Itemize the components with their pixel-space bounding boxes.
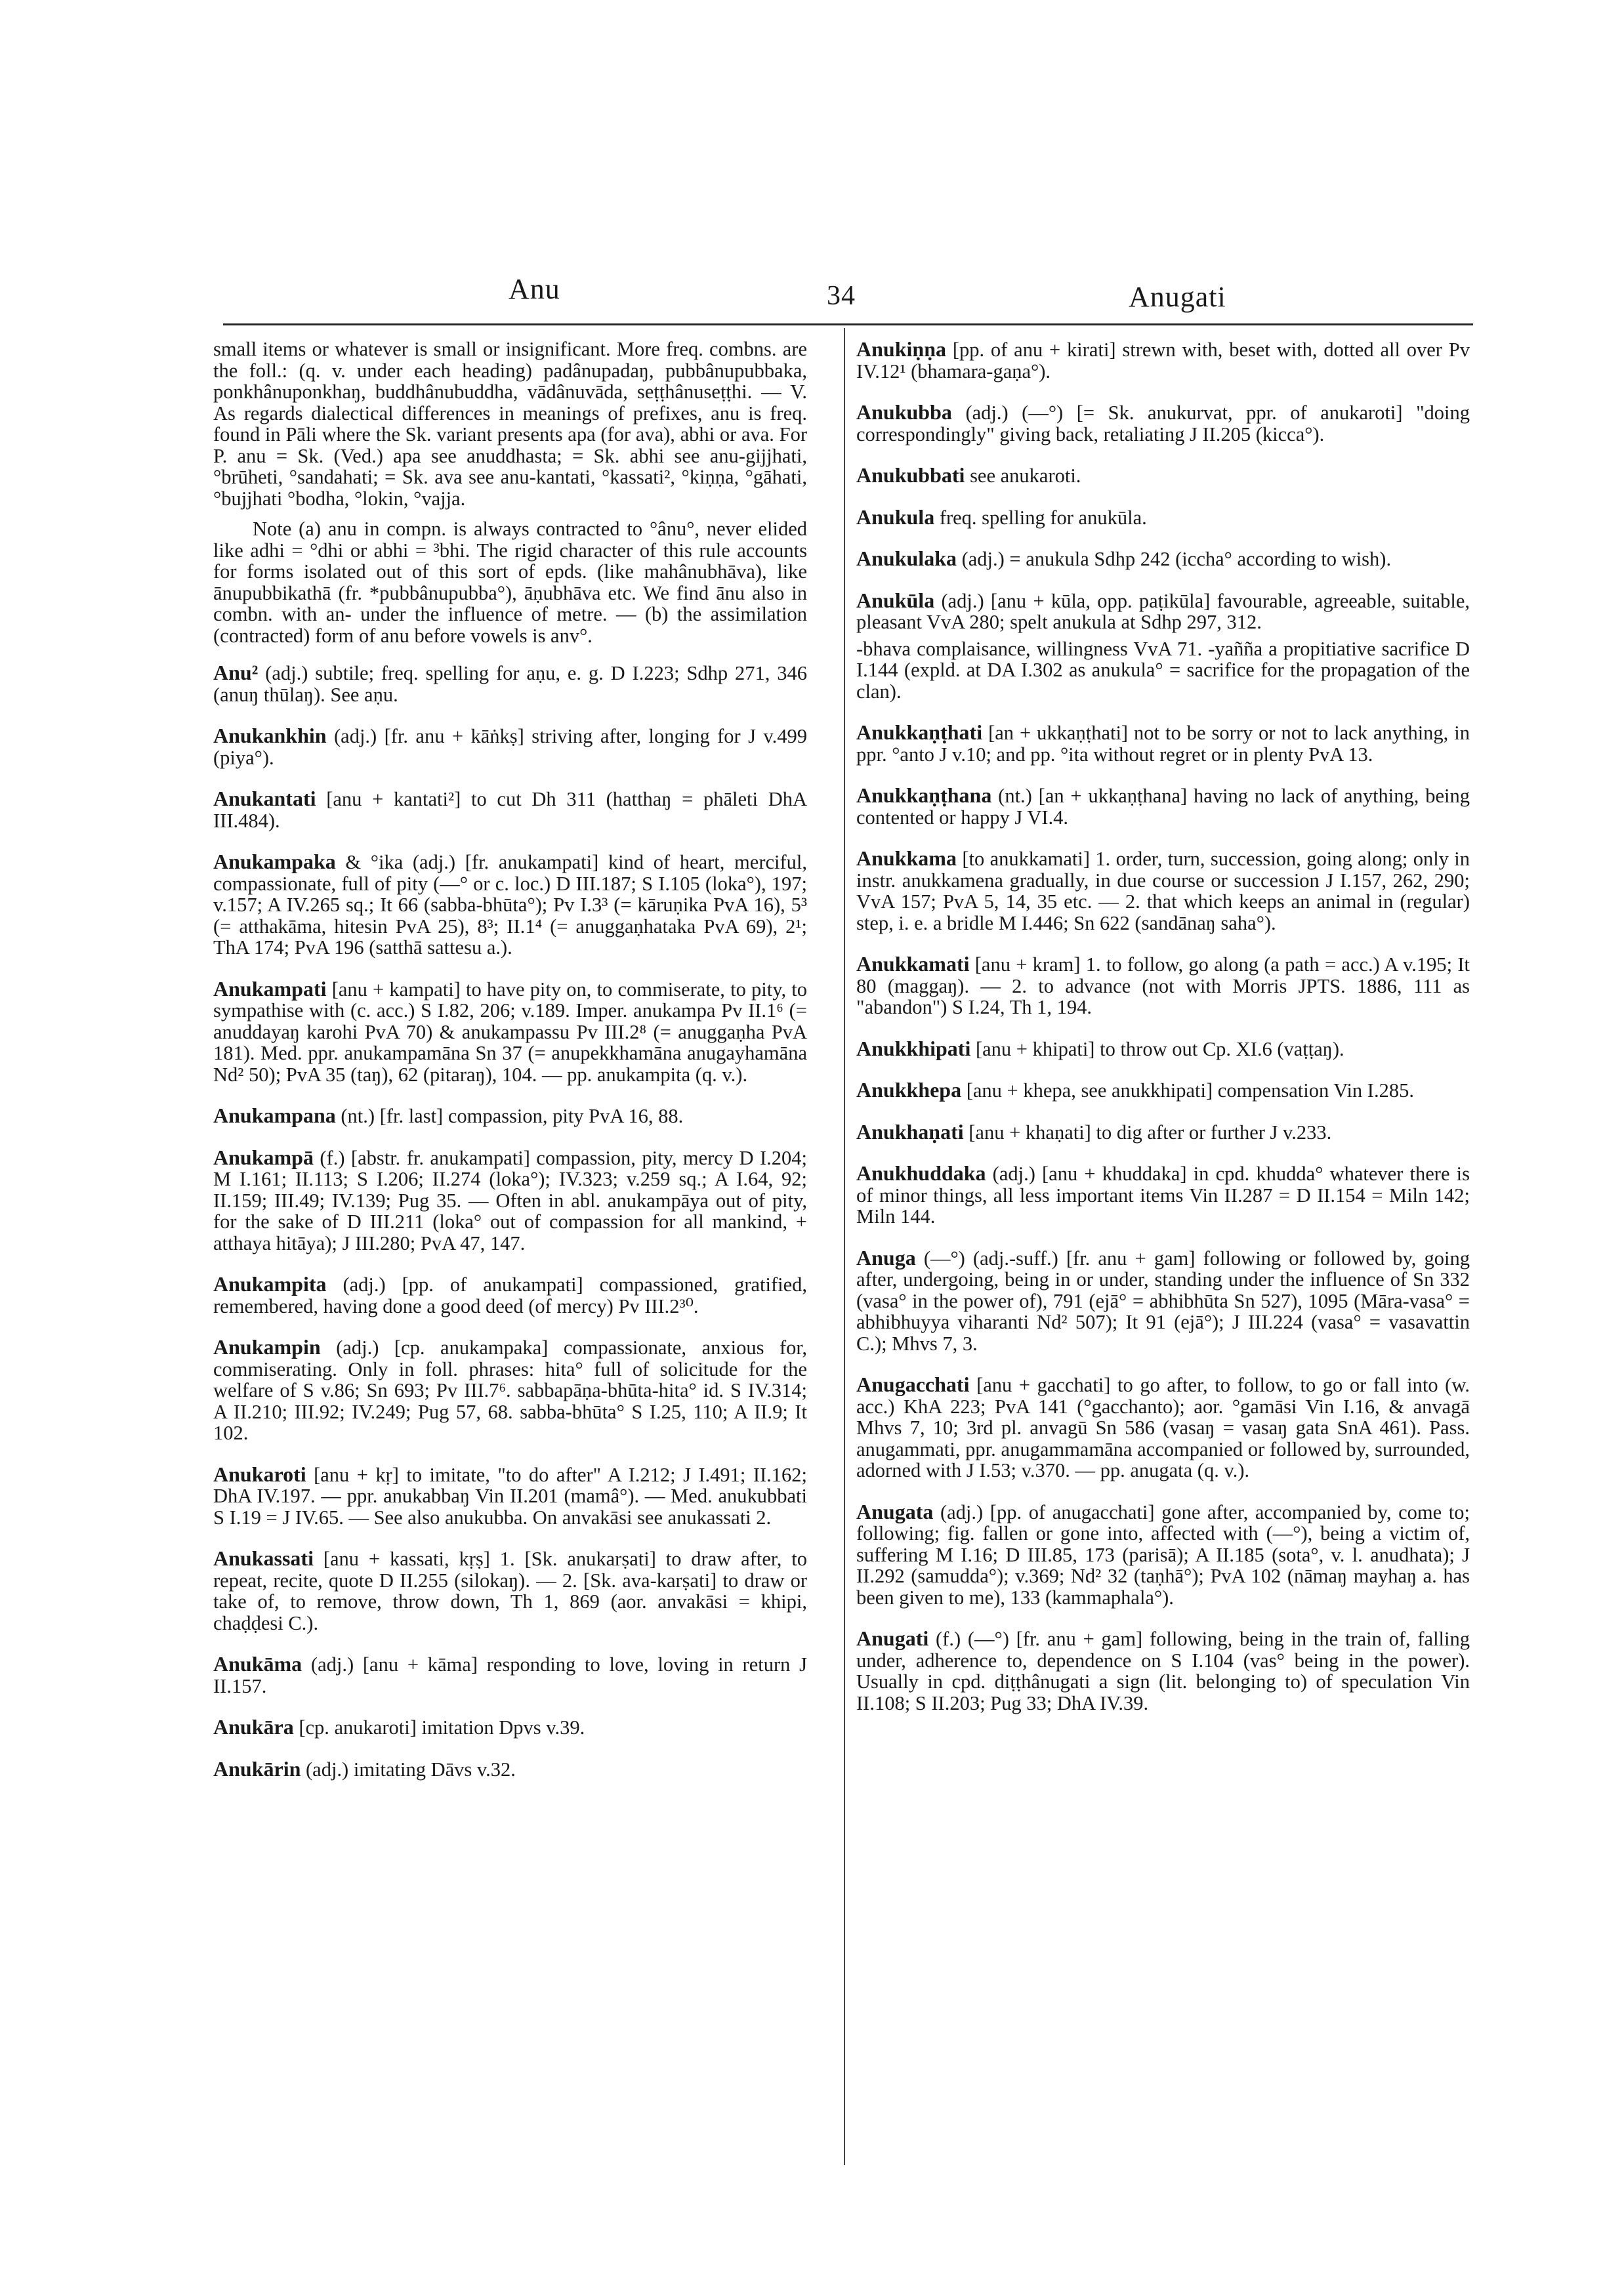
entry-headword: Anukaroti	[213, 1462, 306, 1486]
header-right-guide-word: Anugati	[1129, 281, 1226, 313]
entry-headword: Anukampana	[213, 1104, 336, 1127]
column-divider	[844, 328, 845, 2165]
dictionary-entry	[213, 662, 807, 705]
entry-headword: Anugati	[856, 1626, 929, 1650]
header-left-guide-word: Anu	[509, 273, 560, 305]
dictionary-entry	[856, 507, 1470, 529]
entry-headword: Anukkaṇṭhati	[856, 720, 983, 744]
entry-text: [anu + kram] 1. to follow, go along (a path = acc.) A v.195; It 80 (maggaŋ). — 2. to advance (not with Morris JPTS. 1886, 111 as "abandon") S I.24, Th 1, 194.	[856, 953, 1470, 1018]
entry-text: (adj.) [anu + kūla, opp. paṭikūla] favourable, agreeable, suitable, pleasant VvA 280; spelt anukula at Sdhp 297, 312.	[856, 589, 1470, 633]
entry-text: -bhava complaisance, willingness VvA 71. -yañña a propitiative sacrifice D I.144 (expld. at DA I.302 as anukula° = sacrifice for the propagation of the clan).	[856, 637, 1470, 703]
entry-text: (f.) [abstr. fr. anukampati] compassion, pity, mercy D I.204; M I.161; II.113; S I.206; II.274 (loka°); IV.323; v.259 sq.; A I.64, 92; II.159; III.49; IV.139; Pug 35. — Often in abl. anukampāya out of pity, for the sake of D III.211 (loka° out of compassion for all mankind, + atthaya hitāya); J III.280; PvA 47, 147.	[213, 1146, 807, 1254]
entry-text: [anu + khepa, see anukkhipati] compensation Vin I.285.	[966, 1079, 1414, 1102]
entry-text: (adj.) [anu + khuddaka] in cpd. khudda° whatever there is of minor things, all less important items Vin II.287 = D II.154 = Miln 142; Miln 144.	[856, 1163, 1470, 1228]
entry-headword: Anukassati	[213, 1546, 314, 1570]
entry-headword: Anukhaṇati	[856, 1119, 964, 1144]
entry-text: (adj.) [pp. of anukampati] compassioned, gratified, remembered, having done a good deed (of mercy) Pv III.2³⁰.	[213, 1273, 807, 1317]
entry-text: (adj.) = anukula Sdhp 242 (iccha° according to wish).	[961, 548, 1392, 570]
entry-text: [anu + gacchati] to go after, to follow, to go or fall into (w. acc.) KhA 223; PvA 141 (°gacchanto); aor. °gamāsi Vin I.16, & anvagā Mhvs 7, 10; 3rd pl. anvagū Sn 586 (vasaŋ = vasaŋ gata SnA 461). Pass. anugammati, ppr. anugammamāna accompanied or followed by, surrounded, adorned with J I.53; v.370. — pp. anugata (q. v.).	[856, 1374, 1470, 1481]
entry-subsection	[856, 638, 1470, 703]
entry-headword: Anukampati	[213, 976, 327, 1001]
dictionary-entry	[856, 722, 1470, 765]
dictionary-entry	[213, 788, 807, 831]
entry-headword: Anu²	[213, 661, 259, 684]
entry-headword: Anukulaka	[856, 547, 957, 570]
entry-headword: Anukkhepa	[856, 1078, 962, 1102]
entry-headword: Anukārin	[213, 1756, 301, 1781]
entry-headword: Anukhuddaka	[856, 1161, 986, 1185]
entry-headword: Anukubba	[856, 400, 952, 424]
dictionary-entry	[213, 725, 807, 768]
dictionary-entry	[856, 953, 1470, 1018]
entry-text: (adj.) [fr. anu + kāṅkṣ] striving after, longing for J v.499 (piya°).	[213, 725, 808, 769]
dictionary-entry	[213, 1653, 807, 1697]
entry-text: [anu + khipati] to throw out Cp. XI.6 (vaṭṭaŋ).	[975, 1037, 1344, 1060]
entry-headword: Anukankhin	[213, 724, 327, 747]
entry-headword: Anugacchati	[856, 1373, 970, 1396]
entry-text: (—°) (adj.-suff.) [fr. anu + gam] following or followed by, going after, undergoing, being in or under, standing under the influence of Sn 332 (vasa° in the power of), 791 (ejā° = abhibhūta Sn 527), 1095 (Māra-vasa° = abhibhuyya viharanti Nd² 507); It 91 (ejā°); J III.224 (vasa° = vasavattin C.); Mhvs 7, 3.	[856, 1247, 1470, 1355]
entry-text: small items or whatever is small or insignificant. More freq. combns. are the foll.: (q. v. under each heading) padânupadaŋ, pubbânupubbaka, ponkhânuponkhaŋ, buddhânubuddha, vādânuvāda, seṭṭhânuseṭṭhi. — V. As regards dialectical differences in meanings of prefixes, anu is freq. found in Pāli where the Sk. variant presents apa (for ava), abhi or ava. For P. anu = Sk. (Ved.) apa see anuddhasta; = Sk. abhi see anu-gijjhati, °brūheti, °sandahati; = Sk. ava see anu-kantati, °kassati², °kiṇṇa, °gāhati, °bujjhati °bodha, °lokin, °vajja.	[213, 338, 807, 510]
note-paragraph	[213, 518, 807, 646]
entry-text: [anu + khaṇati] to dig after or further J v.233.	[968, 1121, 1332, 1144]
entry-text: (adj.) imitating Dāvs v.32.	[306, 1758, 516, 1781]
entry-headword: Anukkama	[856, 846, 957, 870]
entry-headword: Anukampin	[213, 1335, 321, 1359]
dictionary-entry	[856, 1163, 1470, 1228]
dictionary-entry	[213, 851, 807, 959]
entry-continuation	[213, 339, 807, 509]
entry-text: (adj.) [anu + kāma] responding to love, loving in return J II.157.	[213, 1653, 807, 1697]
dictionary-entry	[856, 402, 1470, 445]
dictionary-entry	[856, 1121, 1470, 1144]
entry-headword: Anukampaka	[213, 850, 336, 873]
entry-headword: Anukkhipati	[856, 1036, 971, 1060]
entry-headword: Anukula	[856, 505, 935, 529]
dictionary-entry	[213, 978, 807, 1086]
entry-headword: Anukkaṇṭhana	[856, 783, 992, 807]
entry-headword: Anukiṇṇa	[856, 337, 946, 361]
page-number: 34	[827, 281, 856, 311]
dictionary-entry	[856, 590, 1470, 633]
entry-text: (adj.) [pp. of anugacchati] gone after, accompanied by, come to; following; fig. fallen or gone into, affected with (—°), being a victim of, suffering M I.16; D III.85, 173 (parisā); A II.185 (sota°, v. l. anudhata); J II.292 (samudda°); v.369; Nd² 32 (taṇhā°); PvA 102 (nāmaŋ mayhaŋ a. has been given to me), 133 (kammaphala°).	[856, 1500, 1470, 1609]
entry-headword: Anukampita	[213, 1272, 327, 1296]
entry-headword: Anuga	[856, 1245, 916, 1270]
dictionary-entry	[213, 1548, 807, 1634]
entry-headword: Anukkamati	[856, 952, 970, 976]
entry-text: [anu + kṛ] to imitate, "to do after" A I.212; J I.491; II.162; DhA IV.197. — ppr. anukabbaŋ Vin II.201 (mamâ°). — Med. anukubbati S I.19 = J IV.65. — See also anukubba. On anvakāsi see anukassati 2.	[213, 1463, 807, 1529]
entry-text: (nt.) [an + ukkaṇṭhana] having no lack of anything, being contented or happy J VI.4.	[856, 785, 1470, 829]
dictionary-entry	[856, 1628, 1470, 1714]
dictionary-entry	[856, 339, 1470, 382]
dictionary-entry	[213, 1105, 807, 1127]
entry-text: (adj.) [cp. anukampaka] compassionate, anxious for, commiserating. Only in foll. phrases: hita° full of solicitude for the welfare of S v.86; Sn 693; Pv III.7⁶. sabbapāṇa-bhūta-hita° id. S IV.314; A II.210; III.92; IV.249; Pug 57, 68. sabba-bhūta° S I.25, 110; A II.9; It 102.	[213, 1336, 807, 1444]
entry-headword: Anukūla	[856, 588, 935, 612]
entry-text: [to anukkamati] 1. order, turn, succession, going along; only in instr. anukkamena gradually, in due course or succession J I.157, 262, 290; VvA 157; PvA 5, 14, 35 etc. — 2. that which keeps an animal in (regular) step, i. e. a bridle M I.446; Sn 622 (sandānaŋ saha°).	[856, 848, 1470, 934]
entry-text: [anu + kantati²] to cut Dh 311 (hatthaŋ = phāleti DhA III.484).	[213, 788, 807, 832]
dictionary-entry	[856, 1247, 1470, 1355]
dictionary-entry	[213, 1464, 807, 1529]
dictionary-entry	[856, 548, 1470, 570]
dictionary-entry	[213, 1147, 807, 1254]
dictionary-entry	[213, 1336, 807, 1444]
entry-headword: Anukampā	[213, 1145, 314, 1169]
entry-headword: Anukantati	[213, 787, 316, 810]
entry-text: (adj.) (—°) [= Sk. anukurvat, ppr. of anukaroti] "doing correspondingly" giving back, retaliating J II.205 (kicca°).	[856, 402, 1470, 445]
entry-text: see anukaroti.	[970, 465, 1081, 487]
dictionary-entry	[856, 785, 1470, 828]
entry-headword: Anukāra	[213, 1715, 294, 1739]
dictionary-entry	[856, 1374, 1470, 1481]
dictionary-entry	[856, 1038, 1470, 1060]
entry-text: [anu + kampati] to have pity on, to commiserate, to pity, to sympathise with (c. acc.) S I.82, 206; v.189. Imper. anukampa Pv II.1⁶ (= anuddayaŋ karohi PvA 70) & anukampassu Pv III.2⁸ (= anuggaṇha PvA 181). Med. ppr. anukampamāna Sn 37 (= anupekkhamāna anugayhamāna Nd² 50); PvA 35 (taŋ), 62 (pitaraŋ), 104. — pp. anukampita (q. v.).	[213, 978, 808, 1086]
dictionary-entry	[856, 848, 1470, 934]
dictionary-entry	[856, 1079, 1470, 1102]
dictionary-entry	[213, 1716, 807, 1739]
entry-text: [anu + kassati, kṛṣ] 1. [Sk. anukarṣati] to draw after, to repeat, recite, quote D II.255 (silokaŋ). — 2. [Sk. ava-karṣati] to draw or take of, to remove, throw down, Th 1, 869 (aor. anvakāsi = khipi, chaḍḍesi C.).	[213, 1548, 808, 1634]
dictionary-entry	[856, 465, 1470, 487]
header-rule	[223, 323, 1473, 325]
entry-headword: Anugata	[856, 1499, 934, 1523]
entry-text: (adj.) subtile; freq. spelling for aṇu, e. g. D I.223; Sdhp 271, 346 (anuŋ thūlaŋ). See aṇu.	[213, 662, 807, 706]
entry-text: [cp. anukaroti] imitation Dpvs v.39.	[299, 1716, 585, 1739]
entry-text: [pp. of anu + kirati] strewn with, beset with, dotted all over Pv IV.12¹ (bhamara-gaṇa°).	[856, 339, 1470, 382]
entry-text: (f.) (—°) [fr. anu + gam] following, being in the train of, falling under, adherence to, dependence on S I.104 (vas° being in the power). Usually in cpd. diṭṭhânugati a sign (lit. belonging to) of speculation Vin II.108; S II.203; Pug 33; DhA IV.39.	[856, 1628, 1470, 1714]
entry-headword: Anukāma	[213, 1652, 302, 1676]
dictionary-entry	[213, 1273, 807, 1317]
entry-text: (nt.) [fr. last] compassion, pity PvA 16, 88.	[341, 1105, 684, 1127]
right-column	[856, 339, 1470, 1733]
entry-headword: Anukubbati	[856, 463, 965, 487]
dictionary-entry	[856, 1501, 1470, 1609]
entry-text: Note (a) anu in compn. is always contracted to °ânu°, never elided like adhi = °dhi or abhi = ³bhi. The rigid character of this rule accounts for forms isolated out of this sort of epds. (like mahânubhāva), like ānupubbikathā (fr. *pubbânupubba°), āṇubhāva etc. We find ānu also in combn. with an- under the influence of metre. — (b) the assimilation (contracted) form of anu before vowels is anv°.	[213, 518, 807, 647]
entry-text: freq. spelling for anukūla.	[939, 506, 1147, 529]
left-column	[213, 339, 807, 1800]
running-head	[223, 272, 1470, 325]
dictionary-entry	[213, 1758, 807, 1781]
entry-text: & °ika (adj.) [fr. anukampati] kind of heart, merciful, compassionate, full of pity (—° or c. loc.) D III.187; S I.105 (loka°), 197; v.157; A IV.265 sq.; It 66 (sabba-bhūta°); Pv I.3³ (= kāruṇika PvA 16), 5³ (= atthakāma, hitesin PvA 25), 8³; II.1⁴ (= anuggaṇhataka PvA 69), 2¹; ThA 174; PvA 196 (satthā sattesu a.).	[213, 851, 807, 959]
entry-text: [an + ukkaṇṭhati] not to be sorry or not to lack anything, in ppr. °anto J v.10; and pp. °ita without regret or in plenty PvA 13.	[856, 722, 1470, 766]
